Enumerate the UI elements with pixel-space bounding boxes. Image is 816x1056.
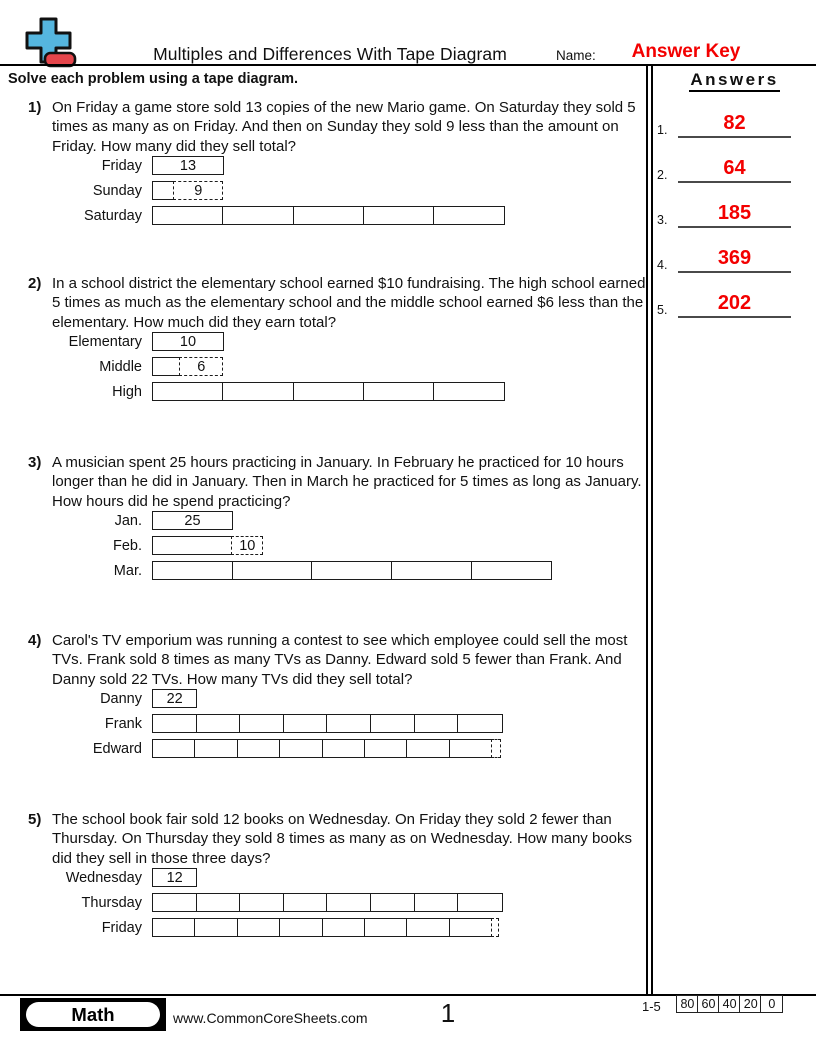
tape-cell — [196, 893, 241, 912]
tape-row-label: Sunday — [92, 182, 142, 199]
answer-number: 2. — [657, 168, 668, 182]
tape-bar — [152, 511, 233, 530]
answer-number: 4. — [657, 258, 668, 272]
tape-cell — [322, 739, 366, 758]
score-cell: 60 — [697, 995, 720, 1013]
tape-bar — [152, 918, 499, 937]
tape-row — [28, 689, 650, 708]
tape-row — [28, 382, 650, 401]
tape-cell — [449, 739, 493, 758]
score-cell: 0 — [760, 995, 783, 1013]
problem-number: 5) — [28, 811, 42, 828]
tape-cell — [152, 561, 233, 580]
tape-cell — [311, 561, 392, 580]
tape-cell — [232, 561, 313, 580]
tape-row — [28, 206, 650, 225]
tape-cell: 13 — [152, 156, 224, 175]
answer-item-1 — [657, 106, 794, 138]
tape-cell — [326, 893, 371, 912]
tape-row — [28, 156, 650, 175]
tape-cell — [363, 206, 435, 225]
website-url: www.CommonCoreSheets.com — [173, 1010, 368, 1026]
tape-cell — [194, 739, 238, 758]
tape-cell: 10 — [152, 332, 224, 351]
score-cell: 40 — [718, 995, 741, 1013]
tape-cell: 12 — [152, 868, 197, 887]
tape-cell — [237, 739, 281, 758]
tape-bar — [152, 156, 224, 175]
tape-bar — [152, 868, 197, 887]
tape-cell — [370, 893, 415, 912]
tape-cell-dashed: 6 — [179, 357, 223, 376]
answer-value: 185 — [678, 202, 791, 228]
tape-cell-dashed: 9 — [173, 181, 223, 200]
tape-cell-dashed — [491, 739, 501, 758]
tape-row-label: Mar. — [113, 562, 142, 579]
tape-bar — [152, 689, 197, 708]
tape-row — [28, 511, 650, 530]
tape-cell — [222, 206, 294, 225]
problem-2 — [28, 274, 650, 407]
problem-number: 2) — [28, 275, 42, 292]
problem-text: The school book fair sold 12 books on Wednesday. On Friday they sold 2 fewer than Thursday. On Thursday they sold 8 times as many as on Wednesday. How many books did they sell in those three days? — [52, 811, 632, 867]
answer-value: 369 — [678, 247, 791, 273]
tape-row-label: Frank — [104, 715, 142, 732]
answer-key-text: Answer Key — [631, 41, 741, 62]
tape-cell — [391, 561, 472, 580]
tape-row-label: Saturday — [83, 207, 142, 224]
problem-5 — [28, 810, 650, 943]
tape-bar — [152, 181, 223, 200]
tape-row — [28, 181, 650, 200]
tape-cell — [471, 561, 552, 580]
tape-cell — [293, 206, 365, 225]
tape-cell-dashed: 10 — [231, 536, 263, 555]
tape-cell — [196, 714, 241, 733]
tape-cell — [152, 893, 197, 912]
tape-row-label: Friday — [101, 157, 142, 174]
tape-bar — [152, 714, 503, 733]
tape-cell — [364, 739, 408, 758]
tape-cell: 22 — [152, 689, 197, 708]
tape-bar — [152, 893, 503, 912]
tape-cell — [457, 714, 502, 733]
tape-cell — [406, 739, 450, 758]
tape-cell — [433, 382, 505, 401]
tape-bar — [152, 206, 505, 225]
problem-text: On Friday a game store sold 13 copies of the new Mario game. On Saturday they sold 5 times as many as on Friday. And then on Sunday they sold 9 less than the amount on Friday. How many did they sell total? — [52, 99, 636, 155]
problem-text: Carol's TV emporium was running a contest to see which employee could sell the most TVs. Frank sold 8 times as many TVs as Danny. Edward sold 5 fewer than Frank. And Danny sold 22 TVs. How many TVs did they sell total? — [52, 632, 628, 688]
tape-cell — [449, 918, 493, 937]
tape-cell — [279, 918, 323, 937]
answer-value: 64 — [678, 157, 791, 183]
tape-bar — [152, 561, 552, 580]
tape-bar — [152, 739, 501, 758]
tape-cell — [152, 181, 175, 200]
problem-text: A musician spent 25 hours practicing in January. In February he practiced for 10 hours longer than he did in January. Then in March he practiced for 5 times as long as January. How hours did he spend practicing? — [52, 454, 642, 510]
tape-cell — [414, 893, 459, 912]
tape-bar — [152, 357, 223, 376]
tape-row-label: High — [112, 383, 142, 400]
tape-row — [28, 714, 650, 733]
tape-cell — [370, 714, 415, 733]
answer-number: 3. — [657, 213, 668, 227]
problem-3 — [28, 453, 650, 586]
tape-cell — [364, 918, 408, 937]
answer-item-3 — [657, 196, 794, 228]
tape-row — [28, 918, 650, 937]
tape-row-label: Thursday — [81, 894, 142, 911]
score-cell: 80 — [676, 995, 699, 1013]
tape-cell — [152, 714, 197, 733]
tape-row-label: Feb. — [112, 537, 142, 554]
tape-cell-dashed — [491, 918, 499, 937]
tape-cell — [283, 714, 328, 733]
answer-value: 202 — [678, 292, 791, 318]
tape-row — [28, 739, 650, 758]
tape-row — [28, 536, 650, 555]
tape-cell: 25 — [152, 511, 233, 530]
problem-number: 3) — [28, 454, 42, 471]
tape-row-label: Friday — [101, 919, 142, 936]
problem-number: 1) — [28, 99, 42, 116]
problem-text: In a school district the elementary school earned $10 fundraising. The high school earned 5 times as much as the elementary school and the middle school earned $6 less than the elementary. How much did they earn total? — [52, 275, 646, 331]
tape-row-label: Edward — [92, 740, 142, 757]
tape-cell — [414, 714, 459, 733]
tape-cell — [279, 739, 323, 758]
page-number: 1 — [440, 998, 456, 1028]
tape-row — [28, 893, 650, 912]
tape-cell — [239, 714, 284, 733]
problem-1 — [28, 98, 650, 231]
name-label: Name: — [556, 48, 596, 63]
answer-number: 1. — [657, 123, 668, 137]
tape-cell — [194, 918, 238, 937]
tape-row-label: Middle — [99, 358, 142, 375]
tape-row-label: Wednesday — [65, 869, 142, 886]
score-table — [676, 995, 783, 1013]
tape-cell — [152, 382, 224, 401]
tape-cell — [222, 382, 294, 401]
tape-bar — [152, 332, 224, 351]
tape-bar — [152, 536, 263, 555]
tape-cell — [457, 893, 502, 912]
tape-cell — [152, 739, 196, 758]
problem-number: 4) — [28, 632, 42, 649]
answer-item-5 — [657, 286, 794, 318]
tape-row — [28, 357, 650, 376]
score-cell: 20 — [739, 995, 762, 1013]
tape-row — [28, 868, 650, 887]
tape-row-label: Danny — [100, 690, 142, 707]
subject-badge — [20, 998, 166, 1031]
answers-panel-title: Answers — [653, 70, 816, 90]
tape-row — [28, 561, 650, 580]
tape-cell — [239, 893, 284, 912]
tape-row-label: Jan. — [114, 512, 142, 529]
tape-cell — [283, 893, 328, 912]
problem-4 — [28, 631, 650, 764]
tape-row — [28, 332, 650, 351]
header-divider-line — [0, 64, 816, 66]
tape-cell — [363, 382, 435, 401]
score-range-label: 1-5 — [642, 999, 661, 1014]
instruction-text: Solve each problem using a tape diagram. — [8, 71, 299, 87]
answer-item-2 — [657, 151, 794, 183]
tape-cell — [406, 918, 450, 937]
tape-cell — [293, 382, 365, 401]
answer-value: 82 — [678, 112, 791, 138]
tape-cell — [152, 357, 181, 376]
worksheet-title: Multiples and Differences With Tape Diagram — [153, 44, 507, 64]
tape-cell — [152, 918, 196, 937]
tape-cell — [237, 918, 281, 937]
subject-badge-label: Math — [26, 1002, 160, 1027]
tape-cell — [152, 536, 233, 555]
tape-row-label: Elementary — [68, 333, 142, 350]
tape-cell — [326, 714, 371, 733]
tape-cell — [152, 206, 224, 225]
answer-item-4 — [657, 241, 794, 273]
tape-cell — [322, 918, 366, 937]
answer-number: 5. — [657, 303, 668, 317]
tape-bar — [152, 382, 505, 401]
tape-cell — [433, 206, 505, 225]
